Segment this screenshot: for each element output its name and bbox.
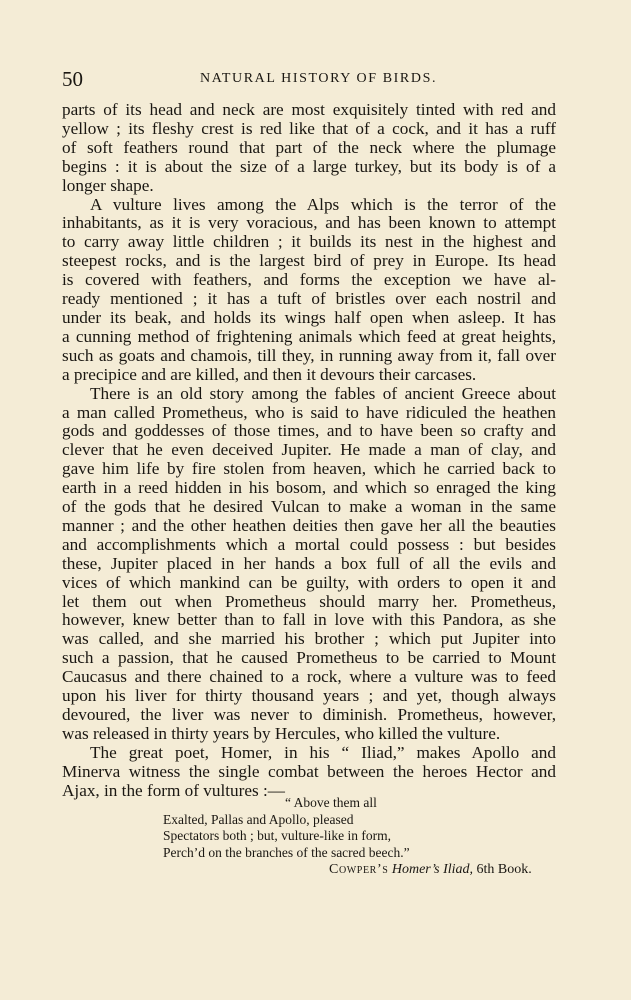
quotation-attribution (163, 861, 532, 878)
running-head (62, 66, 556, 92)
text-line: a cunning method of frightening animals which feed at great heights, (62, 326, 556, 346)
text-line: was released in thirty years by Hercules, who killed the vulture. (62, 723, 501, 743)
text-line: Minerva witness the single combat between the heroes Hector and (62, 761, 556, 781)
text-line: under its beak, and holds its wings half open when asleep. It has (62, 307, 556, 327)
verse-line: “ Above them all (285, 795, 377, 810)
paragraph-start-line: A vulture lives among the Alps which is the terror of the (90, 194, 556, 214)
attribution-author: Cowper’s (329, 862, 389, 878)
text-line: a precipice and are killed, and then it devours their carcases. (62, 364, 477, 384)
text-line: yellow ; its fleshy crest is red like that of a cock, and it has a ruff (62, 118, 556, 138)
text-line: Caucasus and there chained to a rock, where a vulture was to feed (62, 667, 556, 687)
verse-quotation (163, 795, 532, 878)
text-line: ready mentioned ; it has a tuft of bristles over each nostril and (62, 289, 556, 309)
text-line: of soft feathers round that part of the neck where the plumage (62, 137, 556, 157)
text-line: upon his liver for thirty thousand years ; and yet, though always (62, 686, 556, 706)
text-line: is covered with feathers, and forms the exception we have al- (62, 270, 556, 290)
text-line: devoured, the liver was never to diminish. Prometheus, however, (62, 705, 556, 724)
text-line: such as goats and chamois, till they, in running away from it, fall over (62, 345, 556, 365)
text-line: these, Jupiter placed in her hands a box full of all the evils and (62, 553, 556, 573)
text-line: such a passion, that he caused Prometheus to be carried to Mount (62, 648, 556, 668)
text-line: to carry away little children ; it builds its nest in the highest and (62, 232, 556, 252)
text-line: longer shape. (62, 175, 154, 195)
verse-line: Perch’d on the branches of the sacred beech.” (163, 844, 410, 860)
paragraph-start-line: The great poet, Homer, in his “ Iliad,” makes Apollo and (90, 742, 556, 762)
text-line: let them out when Prometheus should marry her. Prometheus, (62, 591, 556, 611)
body-text (62, 101, 556, 801)
text-line: of the gods that he desired Vulcan to make a woman in the same (62, 497, 556, 517)
text-line: and accomplishments which a mortal could possess : but besides (62, 534, 556, 554)
running-title: NATURAL HISTORY OF BIRDS. (200, 71, 438, 86)
text-line: gods and goddesses of those times, and to have been so crafty and (62, 421, 556, 441)
text-line: Ajax, in the form of vultures :— (62, 780, 285, 800)
text-line: vices of which mankind can be guilty, with orders to open it and (62, 572, 556, 592)
page-number: 50 (62, 67, 83, 91)
text-line: however, knew better than to fall in love with this Pandora, as she (62, 610, 556, 630)
verse-line: Exalted, Pallas and Apollo, pleased (163, 811, 354, 827)
text-line: gave him life by fire stolen from heaven, which he carried back to (62, 459, 556, 479)
text-line: parts of its head and neck are most exquisitely tinted with red and (62, 100, 556, 119)
text-line: a man called Prometheus, who is said to have ridiculed the heathen (62, 402, 556, 422)
text-line: was called, and she married his brother ; which put Jupiter into (62, 629, 556, 649)
text-line: begins : it is about the size of a large turkey, but its body is of a (62, 156, 556, 176)
text-line: clever that he even deceived Jupiter. He made a man of clay, and (62, 440, 556, 460)
paragraph-start-line: There is an old story among the fables of ancient Greece about (90, 383, 556, 403)
verse-line: Spectators both ; but, vulture-like in form, (163, 828, 391, 844)
text-line: manner ; and the other heathen deities then gave her all the beauties (62, 515, 556, 535)
text-line: steepest rocks, and is the largest bird of prey in Europe. Its head (62, 251, 556, 271)
attribution-work: Homer’s Iliad, (391, 862, 474, 878)
text-line: inhabitants, as it is very voracious, and has been known to attempt (62, 213, 556, 233)
attribution-book: 6th Book. (476, 862, 532, 878)
text-line: earth in a reed hidden in his bosom, and which so enraged the king (62, 478, 556, 498)
